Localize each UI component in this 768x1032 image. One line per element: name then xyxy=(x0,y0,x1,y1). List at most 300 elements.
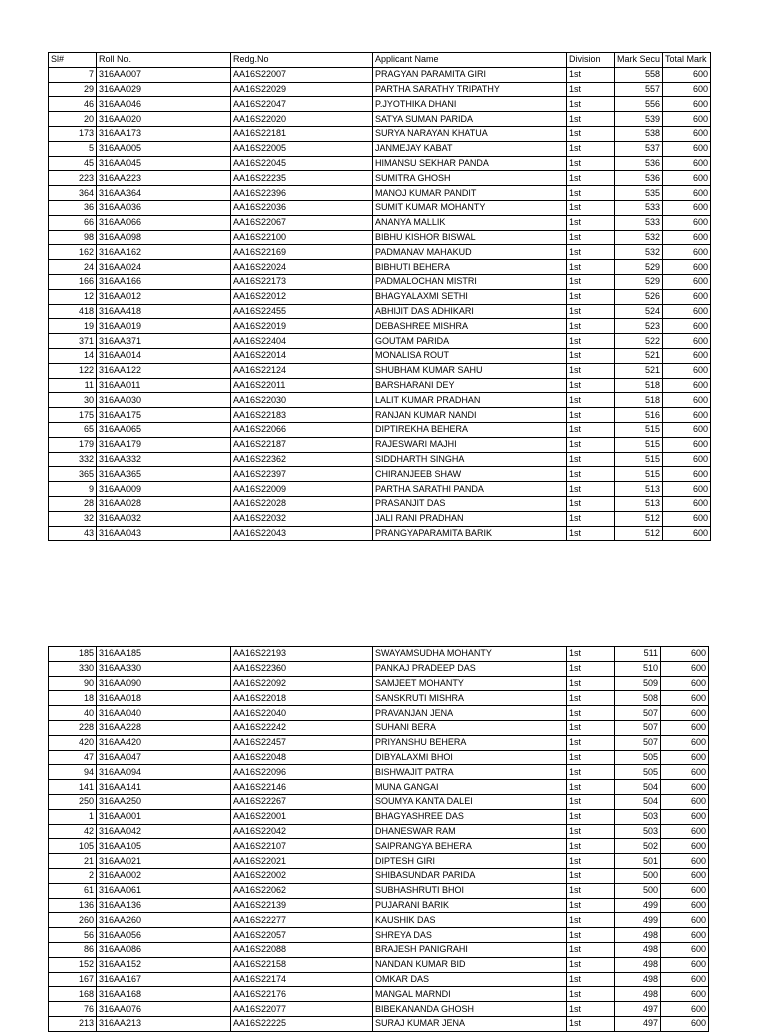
regd-no-cell: AA16S22174 xyxy=(231,972,373,987)
division-cell: 1st xyxy=(567,839,615,854)
regd-no-cell: AA16S22066 xyxy=(231,422,373,437)
roll-no-cell: 316AA029 xyxy=(97,82,231,97)
roll-no-cell: 316AA152 xyxy=(97,957,231,972)
division-cell: 1st xyxy=(567,898,615,913)
mark-secured-cell: 521 xyxy=(615,348,663,363)
table-row xyxy=(49,171,711,186)
regd-no-cell: AA16S22020 xyxy=(231,112,373,127)
mark-secured-cell: 524 xyxy=(615,304,663,319)
regd-no-cell: AA16S22032 xyxy=(231,511,373,526)
mark-secured-cell: 511 xyxy=(615,647,661,662)
sl-cell: 86 xyxy=(49,942,97,957)
total-mark-cell: 600 xyxy=(663,274,711,289)
mark-secured-cell: 512 xyxy=(615,511,663,526)
roll-no-cell: 316AA228 xyxy=(97,720,231,735)
mark-secured-cell: 510 xyxy=(615,661,661,676)
regd-no-cell: AA16S22005 xyxy=(231,141,373,156)
applicant-name-cell: KAUSHIK DAS xyxy=(373,913,567,928)
table-row xyxy=(49,913,709,928)
roll-no-cell: 316AA066 xyxy=(97,215,231,230)
mark-secured-cell: 512 xyxy=(615,526,663,541)
roll-no-cell: 316AA371 xyxy=(97,334,231,349)
regd-no-cell: AA16S22012 xyxy=(231,289,373,304)
total-mark-cell: 600 xyxy=(661,1002,709,1017)
applicant-name-cell: SUHANI BERA xyxy=(373,720,567,735)
applicant-name-cell: SAMJEET MOHANTY xyxy=(373,676,567,691)
mark-secured-cell: 526 xyxy=(615,289,663,304)
mark-secured-cell: 521 xyxy=(615,363,663,378)
sl-cell: 420 xyxy=(49,735,97,750)
table-row xyxy=(49,647,709,662)
total-mark-cell: 600 xyxy=(663,511,711,526)
sl-cell: 19 xyxy=(49,319,97,334)
mark-secured-cell: 518 xyxy=(615,378,663,393)
table-row xyxy=(49,82,711,97)
applicant-name-cell: SATYA SUMAN PARIDA xyxy=(373,112,567,127)
total-mark-cell: 600 xyxy=(661,735,709,750)
applicant-name-cell: ABHIJIT DAS ADHIKARI xyxy=(373,304,567,319)
total-mark-cell: 600 xyxy=(663,408,711,423)
table-row xyxy=(49,215,711,230)
applicant-name-cell: PRAVANJAN JENA xyxy=(373,706,567,721)
regd-no-cell: AA16S22047 xyxy=(231,97,373,112)
applicant-name-cell: PRANGYAPARAMITA BARIK xyxy=(373,526,567,541)
total-mark-cell: 600 xyxy=(661,972,709,987)
applicant-name-cell: RANJAN KUMAR NANDI xyxy=(373,408,567,423)
applicant-name-cell: PARTHA SARATHY TRIPATHY xyxy=(373,82,567,97)
mark-secured-cell: 536 xyxy=(615,171,663,186)
applicant-name-cell: SIDDHARTH SINGHA xyxy=(373,452,567,467)
division-cell: 1st xyxy=(567,171,615,186)
sl-cell: 9 xyxy=(49,482,97,497)
total-mark-cell: 600 xyxy=(661,824,709,839)
total-mark-cell: 600 xyxy=(661,898,709,913)
division-cell: 1st xyxy=(567,260,615,275)
table-row xyxy=(49,794,709,809)
mark-secured-cell: 505 xyxy=(615,765,661,780)
total-mark-cell: 600 xyxy=(661,957,709,972)
sl-cell: 47 xyxy=(49,750,97,765)
roll-no-cell: 316AA332 xyxy=(97,452,231,467)
table-row xyxy=(49,422,711,437)
roll-no-cell: 316AA260 xyxy=(97,913,231,928)
mark-secured-cell: 498 xyxy=(615,942,661,957)
table-row xyxy=(49,691,709,706)
mark-secured-cell: 504 xyxy=(615,780,661,795)
applicant-name-cell: HIMANSU SEKHAR PANDA xyxy=(373,156,567,171)
applicant-name-cell: GOUTAM PARIDA xyxy=(373,334,567,349)
regd-no-cell: AA16S22057 xyxy=(231,928,373,943)
roll-no-cell: 316AA090 xyxy=(97,676,231,691)
regd-no-cell: AA16S22077 xyxy=(231,1002,373,1017)
roll-no-cell: 316AA030 xyxy=(97,393,231,408)
roll-no-cell: 316AA365 xyxy=(97,467,231,482)
regd-no-cell: AA16S22088 xyxy=(231,942,373,957)
regd-no-cell: AA16S22235 xyxy=(231,171,373,186)
roll-no-cell: 316AA162 xyxy=(97,245,231,260)
division-cell: 1st xyxy=(567,526,615,541)
applicant-name-cell: RAJESWARI MAJHI xyxy=(373,437,567,452)
table-row xyxy=(49,408,711,423)
total-mark-cell: 600 xyxy=(661,661,709,676)
division-cell: 1st xyxy=(567,230,615,245)
sl-cell: 365 xyxy=(49,467,97,482)
roll-no-cell: 316AA364 xyxy=(97,186,231,201)
table-row xyxy=(49,378,711,393)
table-row xyxy=(49,230,711,245)
division-cell: 1st xyxy=(567,274,615,289)
applicant-name-cell: DIPTIREKHA BEHERA xyxy=(373,422,567,437)
mark-secured-cell: 532 xyxy=(615,245,663,260)
total-mark-cell: 600 xyxy=(661,942,709,957)
applicant-name-cell: PADMANAV MAHAKUD xyxy=(373,245,567,260)
sl-cell: 175 xyxy=(49,408,97,423)
regd-no-cell: AA16S22139 xyxy=(231,898,373,913)
applicant-name-cell: PRIYANSHU BEHERA xyxy=(373,735,567,750)
division-cell: 1st xyxy=(567,987,615,1002)
division-cell: 1st xyxy=(567,141,615,156)
division-cell: 1st xyxy=(567,913,615,928)
mark-secured-cell: 513 xyxy=(615,482,663,497)
applicant-name-cell: PARTHA SARATHI PANDA xyxy=(373,482,567,497)
division-cell: 1st xyxy=(567,437,615,452)
table-row xyxy=(49,452,711,467)
table-row xyxy=(49,780,709,795)
sl-cell: 332 xyxy=(49,452,97,467)
regd-no-cell: AA16S22183 xyxy=(231,408,373,423)
applicant-name-cell: SURAJ KUMAR JENA xyxy=(373,1016,567,1031)
col-header-total-mark: Total Mark xyxy=(663,53,711,68)
division-cell: 1st xyxy=(567,245,615,260)
regd-no-cell: AA16S22024 xyxy=(231,260,373,275)
col-header-division: Division xyxy=(567,53,615,68)
total-mark-cell: 600 xyxy=(661,854,709,869)
table-row xyxy=(49,67,711,82)
total-mark-cell: 600 xyxy=(663,526,711,541)
applicant-name-cell: MANGAL MARNDI xyxy=(373,987,567,1002)
mark-secured-cell: 516 xyxy=(615,408,663,423)
total-mark-cell: 600 xyxy=(663,245,711,260)
applicant-name-cell: SHUBHAM KUMAR SAHU xyxy=(373,363,567,378)
table-row xyxy=(49,200,711,215)
regd-no-cell: AA16S22100 xyxy=(231,230,373,245)
regd-no-cell: AA16S22092 xyxy=(231,676,373,691)
mark-secured-cell: 523 xyxy=(615,319,663,334)
mark-secured-cell: 558 xyxy=(615,67,663,82)
division-cell: 1st xyxy=(567,482,615,497)
roll-no-cell: 316AA024 xyxy=(97,260,231,275)
regd-no-cell: AA16S22007 xyxy=(231,67,373,82)
applicant-name-cell: SUBHASHRUTI BHOI xyxy=(373,883,567,898)
division-cell: 1st xyxy=(567,393,615,408)
sl-cell: 11 xyxy=(49,378,97,393)
col-header-mark-secured: Mark Secu xyxy=(615,53,663,68)
roll-no-cell: 316AA105 xyxy=(97,839,231,854)
division-cell: 1st xyxy=(567,647,615,662)
mark-secured-cell: 537 xyxy=(615,141,663,156)
division-cell: 1st xyxy=(567,186,615,201)
regd-no-cell: AA16S22193 xyxy=(231,647,373,662)
division-cell: 1st xyxy=(567,422,615,437)
roll-no-cell: 316AA056 xyxy=(97,928,231,943)
sl-cell: 185 xyxy=(49,647,97,662)
sl-cell: 66 xyxy=(49,215,97,230)
table-row xyxy=(49,987,709,1002)
table-row xyxy=(49,765,709,780)
applicant-name-cell: SURYA NARAYAN KHATUA xyxy=(373,126,567,141)
division-cell: 1st xyxy=(567,809,615,824)
total-mark-cell: 600 xyxy=(661,868,709,883)
total-mark-cell: 600 xyxy=(661,706,709,721)
regd-no-cell: AA16S22457 xyxy=(231,735,373,750)
total-mark-cell: 600 xyxy=(663,141,711,156)
mark-secured-cell: 503 xyxy=(615,809,661,824)
applicant-name-cell: JALI RANI PRADHAN xyxy=(373,511,567,526)
roll-no-cell: 316AA002 xyxy=(97,868,231,883)
sl-cell: 65 xyxy=(49,422,97,437)
sl-cell: 179 xyxy=(49,437,97,452)
applicant-name-cell: BHAGYASHREE DAS xyxy=(373,809,567,824)
regd-no-cell: AA16S22030 xyxy=(231,393,373,408)
results-body-bottom xyxy=(49,647,709,1032)
division-cell: 1st xyxy=(567,750,615,765)
table-row xyxy=(49,511,711,526)
table-row xyxy=(49,393,711,408)
sl-cell: 168 xyxy=(49,987,97,1002)
total-mark-cell: 600 xyxy=(663,82,711,97)
regd-no-cell: AA16S22096 xyxy=(231,765,373,780)
table-row xyxy=(49,661,709,676)
applicant-name-cell: SHREYA DAS xyxy=(373,928,567,943)
mark-secured-cell: 556 xyxy=(615,97,663,112)
roll-no-cell: 316AA122 xyxy=(97,363,231,378)
applicant-name-cell: BIBEKANANDA GHOSH xyxy=(373,1002,567,1017)
regd-no-cell: AA16S22158 xyxy=(231,957,373,972)
mark-secured-cell: 498 xyxy=(615,928,661,943)
sl-cell: 167 xyxy=(49,972,97,987)
total-mark-cell: 600 xyxy=(663,348,711,363)
regd-no-cell: AA16S22397 xyxy=(231,467,373,482)
total-mark-cell: 600 xyxy=(661,809,709,824)
regd-no-cell: AA16S22146 xyxy=(231,780,373,795)
roll-no-cell: 316AA011 xyxy=(97,378,231,393)
regd-no-cell: AA16S22267 xyxy=(231,794,373,809)
total-mark-cell: 600 xyxy=(663,126,711,141)
col-header-roll-no: Roll No. xyxy=(97,53,231,68)
roll-no-cell: 316AA032 xyxy=(97,511,231,526)
applicant-name-cell: DIPTESH GIRI xyxy=(373,854,567,869)
sl-cell: 418 xyxy=(49,304,97,319)
division-cell: 1st xyxy=(567,706,615,721)
roll-no-cell: 316AA042 xyxy=(97,824,231,839)
regd-no-cell: AA16S22021 xyxy=(231,854,373,869)
total-mark-cell: 600 xyxy=(663,67,711,82)
roll-no-cell: 316AA009 xyxy=(97,482,231,497)
roll-no-cell: 316AA168 xyxy=(97,987,231,1002)
table-row xyxy=(49,898,709,913)
total-mark-cell: 600 xyxy=(661,883,709,898)
roll-no-cell: 316AA175 xyxy=(97,408,231,423)
roll-no-cell: 316AA007 xyxy=(97,67,231,82)
applicant-name-cell: LALIT KUMAR PRADHAN xyxy=(373,393,567,408)
sl-cell: 14 xyxy=(49,348,97,363)
sl-cell: 12 xyxy=(49,289,97,304)
regd-no-cell: AA16S22225 xyxy=(231,1016,373,1031)
table-row xyxy=(49,334,711,349)
sl-cell: 162 xyxy=(49,245,97,260)
total-mark-cell: 600 xyxy=(661,676,709,691)
regd-no-cell: AA16S22019 xyxy=(231,319,373,334)
mark-secured-cell: 536 xyxy=(615,156,663,171)
roll-no-cell: 316AA005 xyxy=(97,141,231,156)
sl-cell: 18 xyxy=(49,691,97,706)
table-row xyxy=(49,289,711,304)
division-cell: 1st xyxy=(567,676,615,691)
regd-no-cell: AA16S22042 xyxy=(231,824,373,839)
table-row xyxy=(49,304,711,319)
division-cell: 1st xyxy=(567,1002,615,1017)
sl-cell: 36 xyxy=(49,200,97,215)
total-mark-cell: 600 xyxy=(661,794,709,809)
total-mark-cell: 600 xyxy=(663,186,711,201)
roll-no-cell: 316AA012 xyxy=(97,289,231,304)
mark-secured-cell: 501 xyxy=(615,854,661,869)
table-row xyxy=(49,156,711,171)
table-row xyxy=(49,141,711,156)
mark-secured-cell: 503 xyxy=(615,824,661,839)
sl-cell: 24 xyxy=(49,260,97,275)
roll-no-cell: 316AA020 xyxy=(97,112,231,127)
regd-no-cell: AA16S22001 xyxy=(231,809,373,824)
mark-secured-cell: 532 xyxy=(615,230,663,245)
regd-no-cell: AA16S22002 xyxy=(231,868,373,883)
table-row xyxy=(49,437,711,452)
roll-no-cell: 316AA036 xyxy=(97,200,231,215)
applicant-name-cell: DIBYALAXMI BHOI xyxy=(373,750,567,765)
division-cell: 1st xyxy=(567,972,615,987)
total-mark-cell: 600 xyxy=(661,647,709,662)
regd-no-cell: AA16S22036 xyxy=(231,200,373,215)
sl-cell: 29 xyxy=(49,82,97,97)
sl-cell: 1 xyxy=(49,809,97,824)
applicant-name-cell: ANANYA MALLIK xyxy=(373,215,567,230)
roll-no-cell: 316AA173 xyxy=(97,126,231,141)
roll-no-cell: 316AA076 xyxy=(97,1002,231,1017)
total-mark-cell: 600 xyxy=(663,97,711,112)
sl-cell: 166 xyxy=(49,274,97,289)
table-row xyxy=(49,186,711,201)
total-mark-cell: 600 xyxy=(663,482,711,497)
division-cell: 1st xyxy=(567,408,615,423)
regd-no-cell: AA16S22048 xyxy=(231,750,373,765)
total-mark-cell: 600 xyxy=(663,319,711,334)
division-cell: 1st xyxy=(567,496,615,511)
division-cell: 1st xyxy=(567,780,615,795)
roll-no-cell: 316AA167 xyxy=(97,972,231,987)
table-row xyxy=(49,348,711,363)
table-row xyxy=(49,972,709,987)
roll-no-cell: 316AA028 xyxy=(97,496,231,511)
col-header-regd-no: Redg.No xyxy=(231,53,373,68)
applicant-name-cell: SUMIT KUMAR MOHANTY xyxy=(373,200,567,215)
division-cell: 1st xyxy=(567,378,615,393)
sl-cell: 40 xyxy=(49,706,97,721)
regd-no-cell: AA16S22242 xyxy=(231,720,373,735)
sl-cell: 30 xyxy=(49,393,97,408)
total-mark-cell: 600 xyxy=(663,422,711,437)
sl-cell: 45 xyxy=(49,156,97,171)
table-row xyxy=(49,942,709,957)
applicant-name-cell: BIBHUTI BEHERA xyxy=(373,260,567,275)
mark-secured-cell: 522 xyxy=(615,334,663,349)
total-mark-cell: 600 xyxy=(663,171,711,186)
roll-no-cell: 316AA141 xyxy=(97,780,231,795)
regd-no-cell: AA16S22043 xyxy=(231,526,373,541)
sl-cell: 250 xyxy=(49,794,97,809)
table-row xyxy=(49,496,711,511)
division-cell: 1st xyxy=(567,97,615,112)
applicant-name-cell: DEBASHREE MISHRA xyxy=(373,319,567,334)
mark-secured-cell: 539 xyxy=(615,112,663,127)
sl-cell: 61 xyxy=(49,883,97,898)
sl-cell: 2 xyxy=(49,868,97,883)
roll-no-cell: 316AA250 xyxy=(97,794,231,809)
sl-cell: 98 xyxy=(49,230,97,245)
results-body-top xyxy=(49,67,711,541)
roll-no-cell: 316AA185 xyxy=(97,647,231,662)
division-cell: 1st xyxy=(567,200,615,215)
sl-cell: 122 xyxy=(49,363,97,378)
regd-no-cell: AA16S22176 xyxy=(231,987,373,1002)
mark-secured-cell: 499 xyxy=(615,913,661,928)
mark-secured-cell: 499 xyxy=(615,898,661,913)
roll-no-cell: 316AA014 xyxy=(97,348,231,363)
roll-no-cell: 316AA223 xyxy=(97,171,231,186)
mark-secured-cell: 518 xyxy=(615,393,663,408)
total-mark-cell: 600 xyxy=(663,334,711,349)
division-cell: 1st xyxy=(567,854,615,869)
applicant-name-cell: PRAGYAN PARAMITA GIRI xyxy=(373,67,567,82)
regd-no-cell: AA16S22040 xyxy=(231,706,373,721)
table-row xyxy=(49,750,709,765)
applicant-name-cell: P.JYOTHIKA DHANI xyxy=(373,97,567,112)
mark-secured-cell: 538 xyxy=(615,126,663,141)
total-mark-cell: 600 xyxy=(663,496,711,511)
total-mark-cell: 600 xyxy=(663,363,711,378)
total-mark-cell: 600 xyxy=(661,928,709,943)
mark-secured-cell: 507 xyxy=(615,735,661,750)
roll-no-cell: 316AA136 xyxy=(97,898,231,913)
applicant-name-cell: BRAJESH PANIGRAHI xyxy=(373,942,567,957)
division-cell: 1st xyxy=(567,661,615,676)
mark-secured-cell: 513 xyxy=(615,496,663,511)
table-row xyxy=(49,126,711,141)
roll-no-cell: 316AA420 xyxy=(97,735,231,750)
division-cell: 1st xyxy=(567,824,615,839)
roll-no-cell: 316AA065 xyxy=(97,422,231,437)
division-cell: 1st xyxy=(567,883,615,898)
table-row xyxy=(49,1002,709,1017)
division-cell: 1st xyxy=(567,67,615,82)
division-cell: 1st xyxy=(567,720,615,735)
header-row xyxy=(49,53,711,68)
table-row xyxy=(49,824,709,839)
total-mark-cell: 600 xyxy=(661,765,709,780)
regd-no-cell: AA16S22009 xyxy=(231,482,373,497)
sl-cell: 228 xyxy=(49,720,97,735)
sl-cell: 76 xyxy=(49,1002,97,1017)
sl-cell: 105 xyxy=(49,839,97,854)
